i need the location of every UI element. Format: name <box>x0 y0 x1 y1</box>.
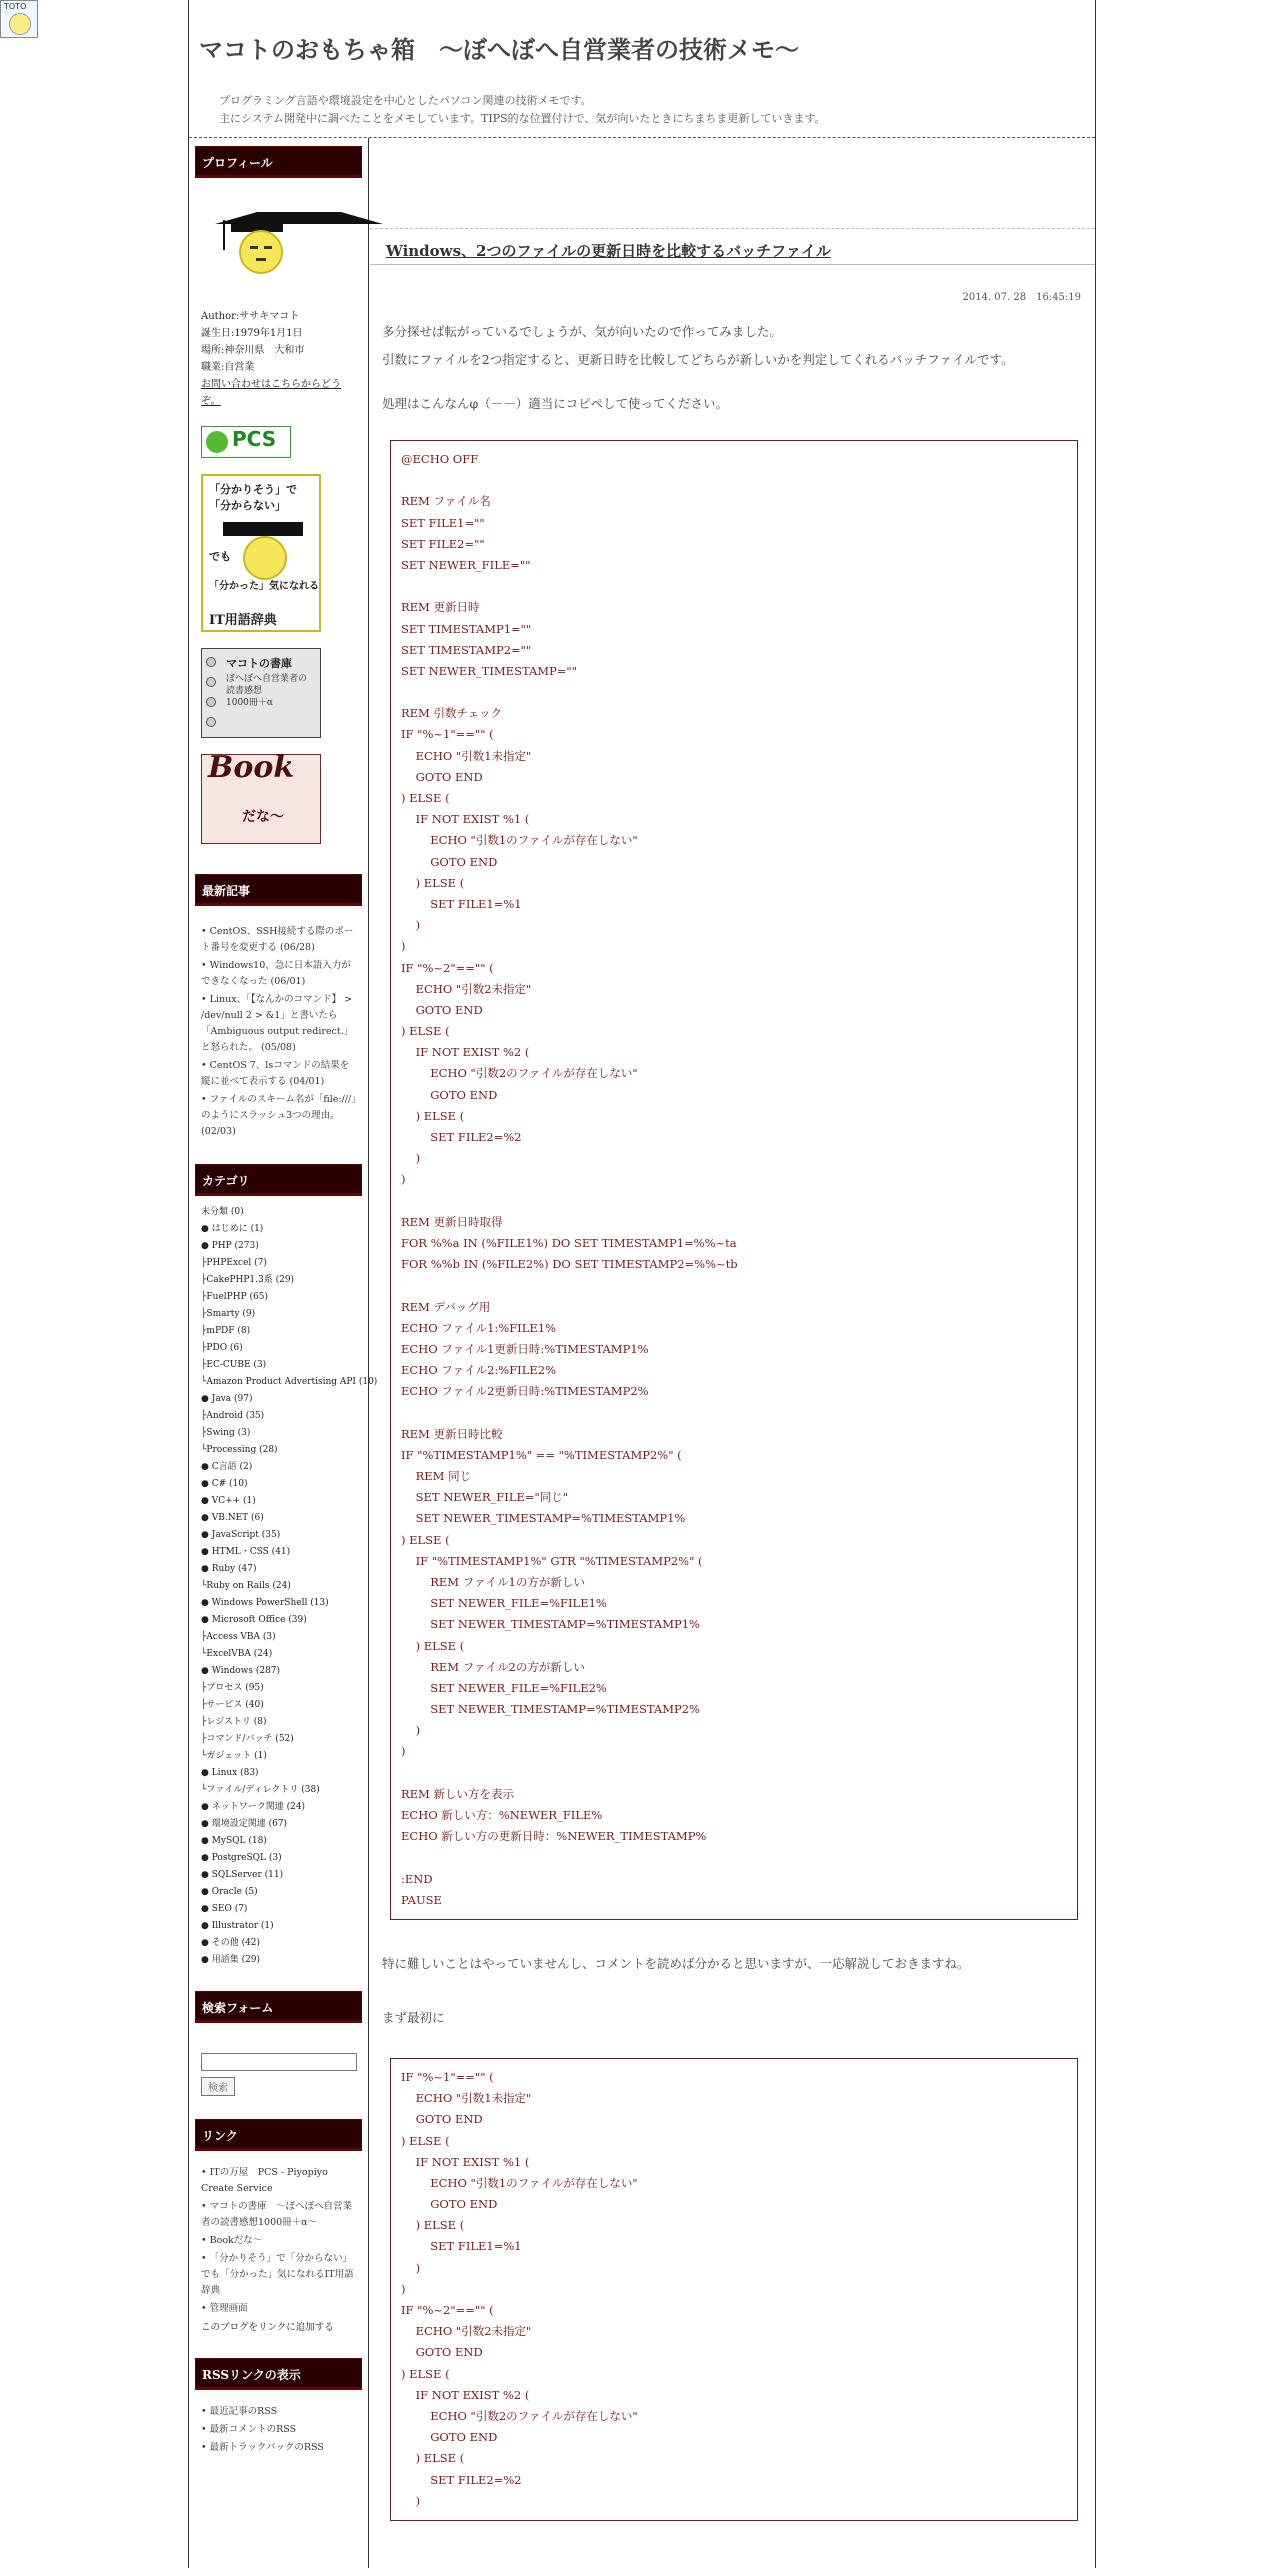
search-block <box>189 2023 368 2111</box>
code-line: ECHO ファイル1更新日時:%TIMESTAMP1% <box>401 1341 649 1356</box>
category-item[interactable]: ├Access VBA (3) <box>201 1632 276 1642</box>
code-line: @ECHO OFF <box>401 452 479 466</box>
category-item[interactable]: ● ネットワーク関連 (24) <box>201 1802 306 1812</box>
code-line: ) <box>401 2281 406 2296</box>
post-date: 2014. 07. 28 16:45:19 <box>962 292 1081 303</box>
code-line <box>401 1402 1067 1423</box>
post-paragraph: 多分探せば転がっているでしょうが、気が向いたので作ってみました。 <box>382 324 782 339</box>
code-line: ) ELSE ( <box>401 875 465 890</box>
code-line: REM 引数チェック <box>401 706 503 721</box>
category-item[interactable]: ├レジストリ (8) <box>201 1717 267 1727</box>
rss-list <box>201 2404 356 2456</box>
category-item[interactable]: ● Linux (83) <box>201 1768 259 1778</box>
code-line: GOTO END <box>401 2197 498 2212</box>
code-line: SET FILE1="" <box>401 515 485 530</box>
link-item[interactable]: • ITの万屋 PCS - Piyopiyo Create Service <box>201 2165 356 2197</box>
link-item[interactable]: • マコトの書庫 ～ぼへぼへ自営業者の読書感想1000冊＋α～ <box>201 2199 356 2231</box>
binder-ring-icon <box>206 677 216 687</box>
profile-job: 職業:自営業 <box>201 362 255 373</box>
site-header <box>189 0 1095 138</box>
code-line: PAUSE <box>401 1892 442 1907</box>
code-line: ECHO "引数2のファイルが存在しない" <box>401 2408 638 2423</box>
category-item[interactable]: ● Windows PowerShell (13) <box>201 1598 329 1608</box>
code-line: IF "%~2"=="" ( <box>401 960 494 975</box>
code-line: SET FILE2=%2 <box>401 1130 522 1144</box>
code-line: REM 更新日時取得 <box>401 1214 503 1229</box>
code-line: GOTO END <box>401 2112 483 2127</box>
category-item[interactable]: ├EC-CUBE (3) <box>201 1360 267 1370</box>
rss-heading: RSSリンクの表示 <box>195 2358 362 2390</box>
code-line: SET TIMESTAMP2="" <box>401 642 532 657</box>
category-item[interactable]: ● SQLServer (11) <box>201 1870 284 1880</box>
binder-ring-icon <box>206 697 216 707</box>
search-button[interactable]: 検索 <box>201 2077 235 2096</box>
category-item[interactable]: ├PHPExcel (7) <box>201 1258 267 1268</box>
code-line: GOTO END <box>401 854 498 869</box>
code-line: GOTO END <box>401 1087 498 1102</box>
pcs-logo-icon <box>206 431 228 453</box>
category-item[interactable]: ├mPDF (8) <box>201 1326 251 1336</box>
category-item[interactable]: ● その他 (42) <box>201 1938 261 1948</box>
bookdana-title: Book <box>208 750 295 785</box>
profile-author: Author:ササキマコト <box>201 311 300 322</box>
code-block <box>390 440 1078 1920</box>
code-line <box>401 576 1067 597</box>
category-item[interactable]: ● MySQL (18) <box>201 1836 267 1846</box>
category-item[interactable]: ├PDO (6) <box>201 1343 243 1353</box>
shoko-sub-3: 1000冊＋α <box>226 698 273 708</box>
site-desc-line-2: 主にシステム開発中に調べたことをメモしています。TIPS的な位置付けで、気が向いたときにちまちま更新していきます。 <box>219 112 826 125</box>
code-line: FOR %%a IN (%FILE1%) DO SET TIMESTAMP1=%%~ta <box>401 1235 737 1250</box>
code-line: ECHO "引数1のファイルが存在しない" <box>401 833 638 848</box>
code-line: ECHO "引数2未指定" <box>401 2324 532 2339</box>
category-item[interactable]: ● SEO (7) <box>201 1904 248 1914</box>
code-line: ) ELSE ( <box>401 2133 450 2148</box>
itdict-line-4: 「分かった」気になれる <box>209 581 319 592</box>
code-line: GOTO END <box>401 2430 498 2445</box>
code-line: IF "%~2"=="" ( <box>401 2303 494 2317</box>
profile-avatar <box>209 204 305 284</box>
category-item[interactable]: ● Ruby (47) <box>201 1564 257 1574</box>
search-input[interactable] <box>201 2053 357 2071</box>
code-line: REM ファイル1の方が新しい <box>401 1574 585 1589</box>
corner-logo[interactable] <box>0 0 38 38</box>
site-desc-line-1: プログラミング言語や環境設定を中心としたパソコン関連の技術メモです。 <box>219 94 592 107</box>
code-line: SET NEWER_FILE=%FILE2% <box>401 1680 607 1695</box>
code-line: REM 同じ <box>401 1469 472 1483</box>
code-line: IF "%~1"=="" ( <box>401 727 494 742</box>
code-line: ) ELSE ( <box>401 1638 465 1653</box>
category-item[interactable]: ├Swing (3) <box>201 1428 251 1438</box>
category-item[interactable]: ● PostgreSQL (3) <box>201 1853 282 1863</box>
profile-heading: プロフィール <box>195 146 362 178</box>
shoko-sub-2: 読書感想 <box>226 686 263 696</box>
pcs-banner[interactable] <box>201 426 291 458</box>
category-item[interactable]: ├サービス (40) <box>201 1700 264 1710</box>
itdict-line-2: 「分からない」 <box>209 499 286 512</box>
recent-item[interactable]: • Linux、「【なんかのコマンド】 > /dev/null 2 > &1」と書いたら「Ambiguous output redirect.」と怒られた。 (05/08) <box>201 992 356 1056</box>
code-line: SET NEWER_FILE="同じ" <box>401 1490 569 1505</box>
code-line: ) ELSE ( <box>401 1532 450 1547</box>
rss-item[interactable]: • 最新トラックバックのRSS <box>201 2440 356 2456</box>
code-line: ECHO 新しい方：%NEWER_FILE% <box>401 1808 603 1822</box>
category-item[interactable]: ├FuelPHP (65) <box>201 1292 268 1302</box>
code-line: ) <box>401 1172 406 1187</box>
post-paragraph: 処理はこんなんφ（－－）適当にコピペして使ってください。 <box>382 396 729 411</box>
category-item[interactable]: ├Smarty (9) <box>201 1309 256 1319</box>
code-line: GOTO END <box>401 2345 483 2360</box>
code-line: GOTO END <box>401 1002 483 1017</box>
link-item[interactable]: • 管理画面 <box>201 2301 356 2317</box>
code-line: IF "%~1"=="" ( <box>401 2069 494 2084</box>
category-item[interactable]: ● はじめに (1) <box>201 1224 264 1234</box>
category-item[interactable]: └ファイル/ディレクトリ (38) <box>201 1785 320 1795</box>
code-line: ECHO "引数1未指定" <box>401 748 532 763</box>
binder-ring-icon <box>206 717 216 727</box>
add-link-link[interactable]: このブログをリンクに追加する <box>201 2322 334 2333</box>
recent-item[interactable]: • ファイルのスキーム名が「file:///」のようにスラッシュ3つの理由。 (02/03) <box>201 1092 356 1140</box>
code-line: ) ELSE ( <box>401 1108 465 1123</box>
code-line: ) ELSE ( <box>401 2366 450 2381</box>
cap-tassel <box>223 220 225 250</box>
category-item[interactable]: ● C# (10) <box>201 1479 248 1489</box>
code-line <box>401 470 1067 491</box>
code-line: ECHO ファイル2更新日時:%TIMESTAMP2% <box>401 1384 649 1399</box>
recent-item[interactable]: • Windows10、急に日本語入力ができなくなった (06/01) <box>201 958 356 990</box>
code-line: ) ELSE ( <box>401 791 450 805</box>
code-line: ) <box>401 918 421 933</box>
code-line: ECHO "引数1のファイルが存在しない" <box>401 2175 638 2190</box>
category-item[interactable]: └ExcelVBA (24) <box>201 1649 273 1659</box>
recent-item[interactable]: • CentOS、SSH接続する際のポート番号を変更する (06/28) <box>201 924 356 956</box>
category-item[interactable]: ● Illustrator (1) <box>201 1921 274 1931</box>
recent-heading: 最新記事 <box>195 874 362 906</box>
code-line: ) ELSE ( <box>401 1024 450 1039</box>
itdict-line-1: 「分かりそう」で <box>209 483 297 496</box>
code-line: SET NEWER_TIMESTAMP=%TIMESTAMP1% <box>401 1617 700 1632</box>
code-line: ECHO "引数1未指定" <box>401 2091 532 2106</box>
code-line <box>401 1763 1067 1784</box>
corner-logo-label: TOTO <box>4 2 27 11</box>
rss-item[interactable]: • 最近記事のRSS <box>201 2404 356 2420</box>
shoko-sub-1: ぼへぼへ自営業者の <box>226 674 308 684</box>
profile-block <box>189 178 368 866</box>
code-line: IF "%TIMESTAMP1%" == "%TIMESTAMP2%" ( <box>401 1447 682 1462</box>
code-line: SET NEWER_TIMESTAMP="" <box>401 663 578 678</box>
category-item[interactable]: ├コマンド/バッチ (52) <box>201 1734 294 1744</box>
profile-place: 場所:神奈川県 大和市 <box>201 345 305 356</box>
code-line: ) <box>401 939 406 954</box>
post-paragraph: まず最初に <box>382 2009 445 2025</box>
smiley-face-icon <box>243 536 287 580</box>
code-line <box>401 1275 1067 1296</box>
category-item[interactable]: ● Microsoft Office (39) <box>201 1615 307 1625</box>
code-line: REM 新しい方を表示 <box>401 1786 514 1801</box>
category-item[interactable]: ● VC++ (1) <box>201 1496 256 1506</box>
code-line: SET NEWER_TIMESTAMP=%TIMESTAMP1% <box>401 1511 686 1526</box>
it-dictionary-banner[interactable] <box>201 474 321 632</box>
code-line: ECHO ファイル2:%FILE2% <box>401 1363 556 1378</box>
page-wrapper <box>188 0 1096 2568</box>
category-item[interactable]: ● Windows (287) <box>201 1666 281 1676</box>
code-line <box>401 682 1067 703</box>
code-line: SET FILE2=%2 <box>401 2472 522 2487</box>
code-line: ECHO "引数2未指定" <box>401 981 532 996</box>
code-line: ) <box>401 2260 421 2275</box>
code-line <box>401 1847 1067 1868</box>
sidebar <box>189 138 378 2568</box>
category-item[interactable]: ● JavaScript (35) <box>201 1530 281 1540</box>
category-item[interactable]: ● VB.NET (6) <box>201 1513 264 1523</box>
profile-birthday: 誕生日:1979年1月1日 <box>201 328 303 339</box>
code-line: ) <box>401 2493 421 2508</box>
category-item[interactable]: └Amazon Product Advertising API (10) <box>201 1377 378 1387</box>
site-description <box>219 92 826 128</box>
post-title[interactable]: Windows、2つのファイルの更新日時を比較するバッチファイル <box>386 242 831 260</box>
smiley-face-icon <box>239 230 283 274</box>
category-item[interactable]: ● 環境設定関連 (67) <box>201 1819 288 1829</box>
post-body <box>382 318 1082 2521</box>
code-line: SET NEWER_FILE="" <box>401 557 531 572</box>
itdict-tagline <box>209 482 297 514</box>
code-line: SET FILE1=%1 <box>401 2239 522 2254</box>
code-line: ) ELSE ( <box>401 2218 465 2233</box>
code-line: ) ELSE ( <box>401 2451 465 2466</box>
category-item[interactable]: ├CakePHP1.3系 (29) <box>201 1275 295 1285</box>
links-list <box>201 2165 356 2317</box>
divider <box>370 264 1095 265</box>
graduation-cap-icon <box>215 212 383 224</box>
category-item[interactable]: └ガジェット (1) <box>201 1751 267 1761</box>
itdict-title: IT用語辞典 <box>209 613 277 628</box>
binder-ring-icon <box>206 657 216 667</box>
shoko-title: マコトの書庫 <box>226 657 292 670</box>
recent-block <box>189 906 368 1156</box>
code-line: REM 更新日時 <box>401 600 480 615</box>
recent-list <box>201 924 356 1140</box>
code-line: IF NOT EXIST %1 ( <box>401 812 530 827</box>
search-heading: 検索フォーム <box>195 1991 362 2023</box>
code-line: REM ファイル2の方が新しい <box>401 1659 585 1674</box>
code-line: FOR %%b IN (%FILE2%) DO SET TIMESTAMP2=%%~tb <box>401 1257 738 1272</box>
code-line: ) <box>401 1151 421 1166</box>
site-title[interactable]: マコトのおもちゃ箱 ～ぼへぼへ自営業者の技術メモ～ <box>199 35 799 64</box>
category-item[interactable]: └Ruby on Rails (24) <box>201 1581 291 1591</box>
shoko-banner[interactable] <box>201 648 321 738</box>
rss-block <box>189 2390 368 2472</box>
category-item[interactable]: ● PHP (273) <box>201 1241 259 1251</box>
code-line: ECHO "引数2のファイルが存在しない" <box>401 1066 638 1081</box>
code-line: ) <box>401 1744 406 1759</box>
code-line: SET TIMESTAMP1="" <box>401 621 532 636</box>
rss-item[interactable]: • 最新コメントのRSS <box>201 2422 356 2438</box>
category-block <box>189 1196 378 1983</box>
bookdana-banner[interactable] <box>201 750 321 844</box>
code-line: SET NEWER_FILE=%FILE1% <box>401 1596 607 1611</box>
itdict-line-3: でも <box>209 550 231 563</box>
code-line: REM デバッグ用 <box>401 1299 491 1314</box>
code-line <box>401 1191 1067 1212</box>
main-content <box>370 138 1095 2568</box>
code-line: SET NEWER_TIMESTAMP=%TIMESTAMP2% <box>401 1702 700 1717</box>
graduation-cap-icon <box>223 522 303 536</box>
category-heading: カテゴリ <box>195 1164 362 1196</box>
code-line: SET FILE1=%1 <box>401 896 522 911</box>
code-line: SET FILE2="" <box>401 536 485 551</box>
category-item[interactable]: ● Java (97) <box>201 1394 253 1404</box>
links-heading: リンク <box>195 2119 362 2151</box>
code-line: ECHO 新しい方の更新日時：%NEWER_TIMESTAMP% <box>401 1829 707 1844</box>
code-line: IF "%TIMESTAMP1%" GTR "%TIMESTAMP2%" ( <box>401 1553 703 1568</box>
post-paragraph: 引数にファイルを2つ指定すると、更新日時を比較してどちらが新しいかを判定してくれるバッチファイルです。 <box>382 352 1014 367</box>
code-line: IF NOT EXIST %2 ( <box>401 1045 530 1060</box>
recent-item[interactable]: • CentOS 7、lsコマンドの結果を縦に並べて表示する (04/01) <box>201 1058 356 1090</box>
category-item[interactable]: 未分類 (0) <box>201 1207 244 1217</box>
category-item[interactable]: ● Oracle (5) <box>201 1887 258 1897</box>
category-item[interactable]: ├プロセス (95) <box>201 1683 264 1693</box>
category-item[interactable]: ├Android (35) <box>201 1411 265 1421</box>
code-line: :END <box>401 1871 433 1886</box>
post-paragraph: 特に難しいことはやっていませんし、コメントを読めば分かると思いますが、一応解説しておきますね。 <box>382 1955 970 1971</box>
code-line: GOTO END <box>401 769 483 784</box>
category-item[interactable]: ● HTML・CSS (41) <box>201 1547 291 1557</box>
code-line: IF NOT EXIST %2 ( <box>401 2387 530 2402</box>
contact-link[interactable]: お問い合わせはこちらからどうぞ。 <box>201 379 341 407</box>
code-line: ) <box>401 1723 421 1738</box>
link-item[interactable]: • 「分かりそう」で「分からない」でも「分かった」気になれるIT用語辞典 <box>201 2251 356 2299</box>
code-line: REM ファイル名 <box>401 494 491 509</box>
code-block <box>390 2058 1078 2521</box>
shoko-subtitle <box>226 673 307 709</box>
divider <box>370 228 1095 229</box>
code-line: REM 更新日時比較 <box>401 1426 503 1441</box>
face-icon <box>9 13 31 35</box>
code-line: IF NOT EXIST %1 ( <box>401 2154 530 2169</box>
category-item[interactable]: ● 用語集 (29) <box>201 1955 261 1965</box>
category-item[interactable]: └Processing (28) <box>201 1445 278 1455</box>
category-item[interactable]: ● C言語 (2) <box>201 1462 253 1472</box>
bookdana-subtitle: だな～ <box>242 809 284 825</box>
links-block <box>189 2151 368 2350</box>
pcs-banner-label: PCS <box>232 427 277 451</box>
link-item[interactable]: • Bookだな～ <box>201 2233 356 2249</box>
code-line: ECHO ファイル1:%FILE1% <box>401 1320 556 1335</box>
